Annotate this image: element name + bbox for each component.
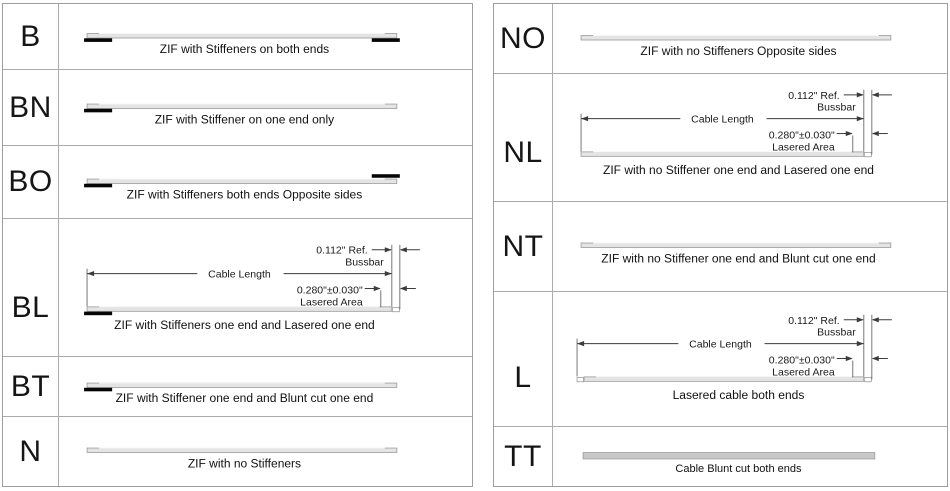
cable-diagram-N: [59, 417, 472, 486]
dim-label-bussbar: Bussbar: [817, 102, 856, 114]
diagram-caption: Lasered cable both ends: [672, 388, 805, 403]
diagram-cell-TT: [553, 427, 947, 486]
no-stiffener-config-table: [493, 3, 948, 487]
code-label-TT: TT: [494, 427, 553, 486]
diagram-cell-N: [59, 417, 472, 486]
diagram-caption: ZIF with no Stiffeners: [187, 456, 302, 471]
dim-label-cable-length: Cable Length: [691, 114, 754, 126]
cable-diagram-NO: [553, 4, 947, 73]
diagram-caption: ZIF with Stiffeners on both ends: [159, 42, 330, 56]
code-label-BO: BO: [3, 146, 59, 218]
config-row-TT: [494, 426, 947, 486]
config-row-N: [3, 416, 472, 486]
config-row-L: [494, 291, 947, 426]
diagram-cell-BN: [59, 70, 472, 145]
cable-diagram-BT: [59, 357, 472, 416]
cable-diagram-BN: [59, 70, 472, 145]
diagram-caption: ZIF with Stiffener one end and Blunt cut one end: [115, 391, 374, 406]
code-label-BL: BL: [3, 219, 59, 356]
dim-label-lasered-dim: 0.280"±0.030": [768, 355, 835, 367]
diagram-caption: ZIF with no Stiffener one end and Lasered one end: [602, 163, 874, 178]
dim-label-bussbar-ref: 0.112" Ref.: [316, 245, 368, 257]
dim-label-lasered-dim: 0.280"±0.030": [296, 285, 363, 297]
dim-label-bussbar-ref: 0.112" Ref.: [788, 90, 840, 102]
config-row-NO: [494, 4, 947, 73]
diagram-caption: Cable Blunt cut both ends: [675, 463, 802, 476]
dim-label-cable-length: Cable Length: [208, 269, 271, 281]
config-row-BL: [3, 218, 472, 356]
cable-diagram-B: [59, 4, 472, 69]
cable-diagram-BO: [59, 146, 472, 218]
cable-diagram-TT: [553, 427, 947, 486]
diagram-caption: ZIF with no Stiffeners Opposite sides: [640, 44, 837, 58]
dim-label-bussbar: Bussbar: [345, 257, 384, 269]
config-row-BT: [3, 356, 472, 416]
code-label-L: L: [494, 292, 553, 426]
diagram-cell-NL: [553, 74, 947, 201]
diagram-cell-NT: [553, 202, 947, 291]
diagram-cell-BT: [59, 357, 472, 416]
dim-label-lasered-dim: 0.280"±0.030": [768, 130, 835, 142]
cable-diagram-BL: [59, 219, 472, 356]
code-label-BT: BT: [3, 357, 59, 416]
dim-label-lasered-area: Lasered Area: [300, 297, 363, 309]
config-row-BO: [3, 145, 472, 218]
config-row-NT: [494, 201, 947, 291]
diagram-caption: ZIF with Stiffener on one end only: [154, 112, 335, 127]
config-row-BN: [3, 69, 472, 145]
diagram-caption: ZIF with Stiffeners both ends Opposite sides: [126, 187, 363, 202]
code-label-NO: NO: [494, 4, 553, 73]
code-label-N: N: [3, 417, 59, 486]
diagram-cell-BO: [59, 146, 472, 218]
diagram-caption: ZIF with no Stiffener one end and Blunt cut one end: [601, 251, 876, 266]
code-label-NL: NL: [494, 74, 553, 201]
cable-diagram-L: [553, 292, 947, 426]
diagram-caption: ZIF with Stiffeners one end and Lasered one end: [114, 318, 375, 333]
config-row-B: [3, 4, 472, 69]
cable-diagram-NT: [553, 202, 947, 291]
dim-label-cable-length: Cable Length: [689, 339, 752, 351]
config-row-NL: [494, 73, 947, 201]
dim-label-bussbar-ref: 0.112" Ref.: [788, 315, 840, 327]
code-label-B: B: [3, 4, 59, 69]
code-label-BN: BN: [3, 70, 59, 145]
diagram-cell-L: [553, 292, 947, 426]
dim-label-lasered-area: Lasered Area: [772, 367, 835, 379]
code-label-NT: NT: [494, 202, 553, 291]
dim-label-lasered-area: Lasered Area: [772, 142, 835, 154]
diagram-cell-B: [59, 4, 472, 69]
cable-diagram-NL: [553, 74, 947, 201]
diagram-cell-NO: [553, 4, 947, 73]
stiffener-config-table: [2, 3, 473, 487]
diagram-cell-BL: [59, 219, 472, 356]
dim-label-bussbar: Bussbar: [817, 327, 856, 339]
